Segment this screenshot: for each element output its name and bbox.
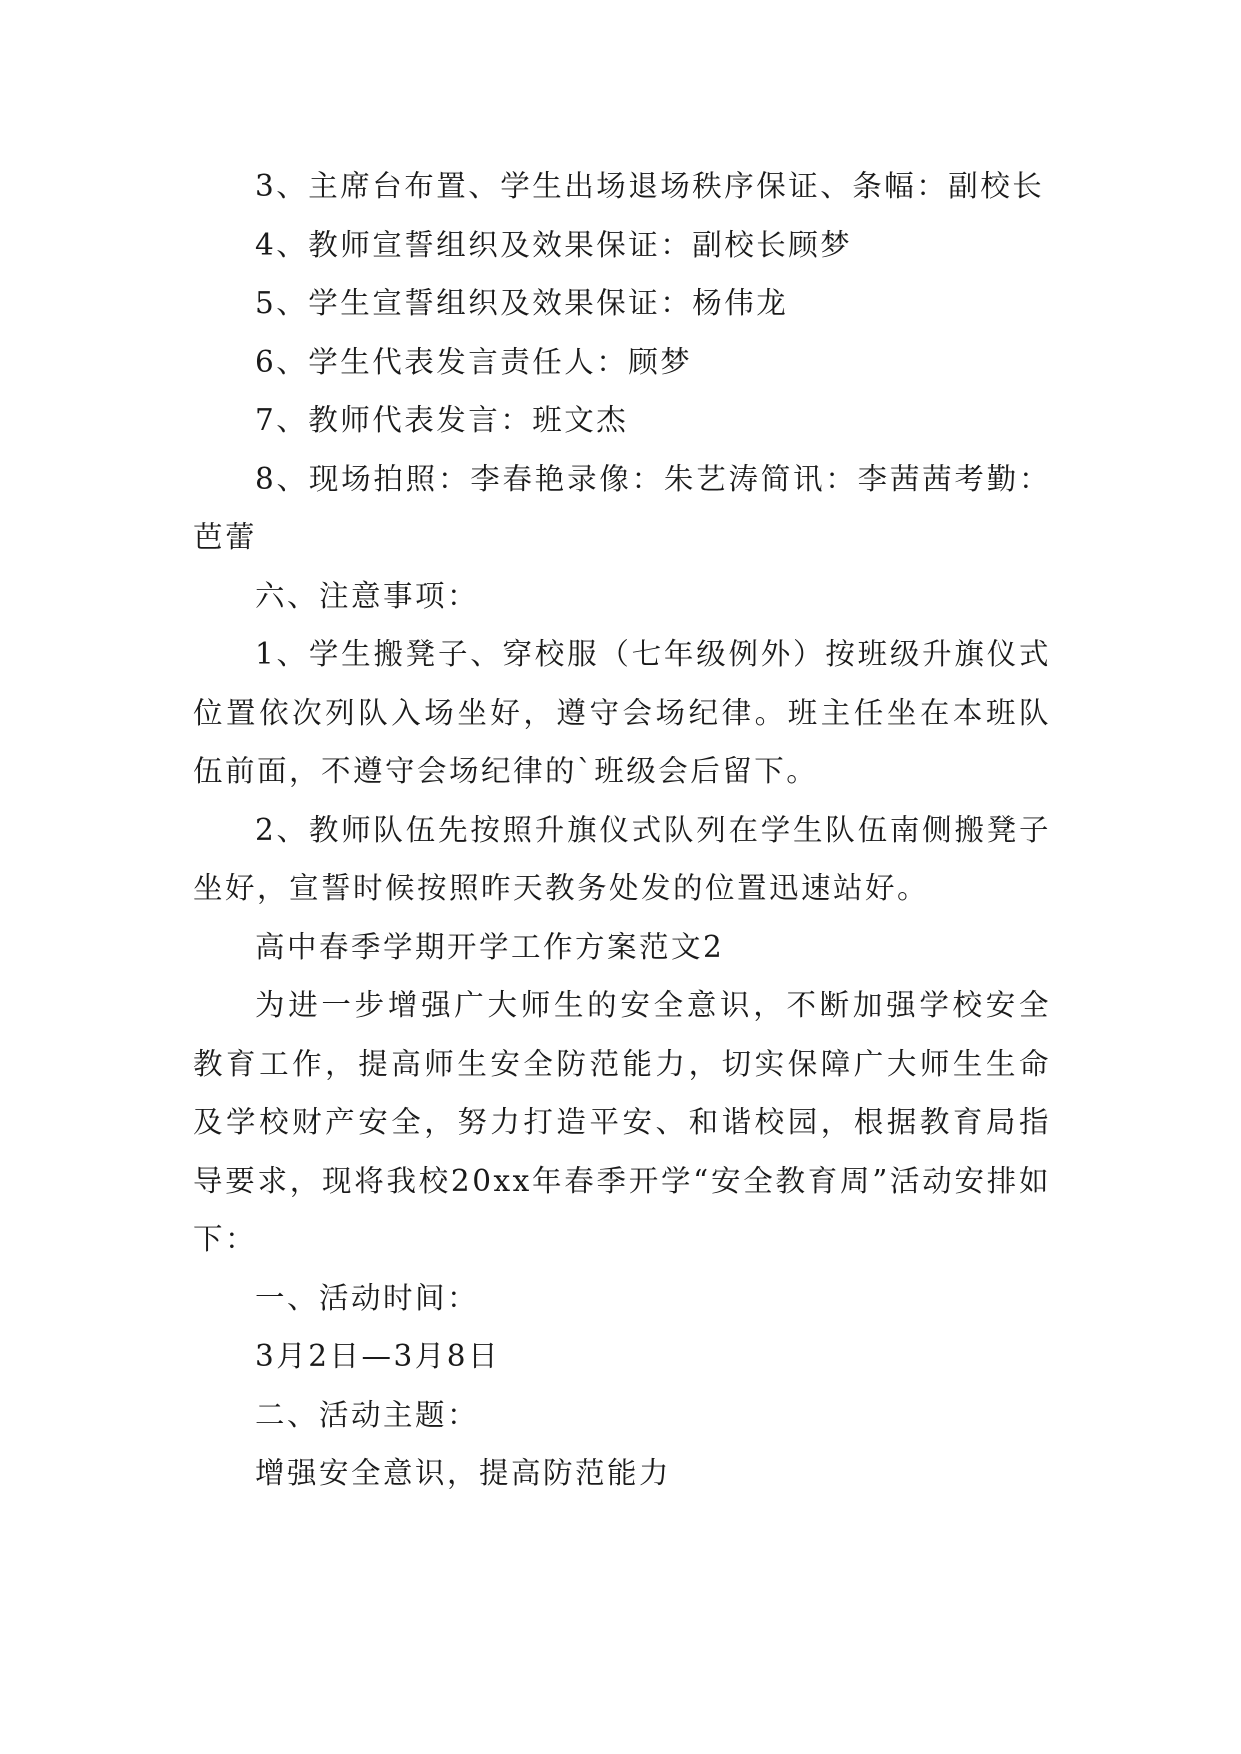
notes-item-1: 1、学生搬凳子、穿校服（七年级例外）按班级升旗仪式位置依次列队入场坐好，遵守会场纪律。班主任坐在本班队伍前面，不遵守会场纪律的`班级会后留下。 — [193, 637, 1051, 788]
document-body — [193, 157, 1051, 1503]
paragraph-item-8: 8、现场拍照：李春艳录像：朱艺涛简讯：李茜茜考勤：芭蕾 — [193, 461, 1051, 554]
activity-dates: 3月2日—3月8日 — [255, 1339, 501, 1373]
paragraph-item-5: 5、学生宣誓组织及效果保证：杨伟龙 — [255, 286, 789, 320]
paragraph-item-6: 6、学生代表发言责任人：顾梦 — [255, 344, 693, 379]
paragraph-item-4: 4、教师宣誓组织及效果保证：副校长顾梦 — [255, 227, 853, 262]
section-heading-notes: 六、注意事项： — [255, 578, 480, 613]
activity-theme: 增强安全意识，提高防范能力 — [255, 1456, 672, 1490]
intro-paragraph: 为进一步增强广大师生的安全意识，不断加强学校安全教育工作，提高师生安全防范能力，切实保障广大师生生命及学校财产安全，努力打造平安、和谐校园，根据教育局指导要求，现将我校20xx年春季开学“安全教育周”活动安排如下： — [193, 988, 1051, 1256]
paragraph-item-7: 7、教师代表发言：班文杰 — [255, 403, 629, 437]
section-heading-time: 一、活动时间： — [255, 1280, 480, 1315]
notes-item-2: 2、教师队伍先按照升旗仪式队列在学生队伍南侧搬凳子坐好，宣誓时候按照昨天教务处发的位置迅速站好。 — [193, 812, 1051, 905]
section-heading-theme: 二、活动主题： — [255, 1397, 480, 1432]
paragraph-item-3: 3、主席台布置、学生出场退场秩序保证、条幅：副校长 — [255, 169, 1045, 203]
document-subtitle: 高中春季学期开学工作方案范文2 — [255, 929, 725, 964]
